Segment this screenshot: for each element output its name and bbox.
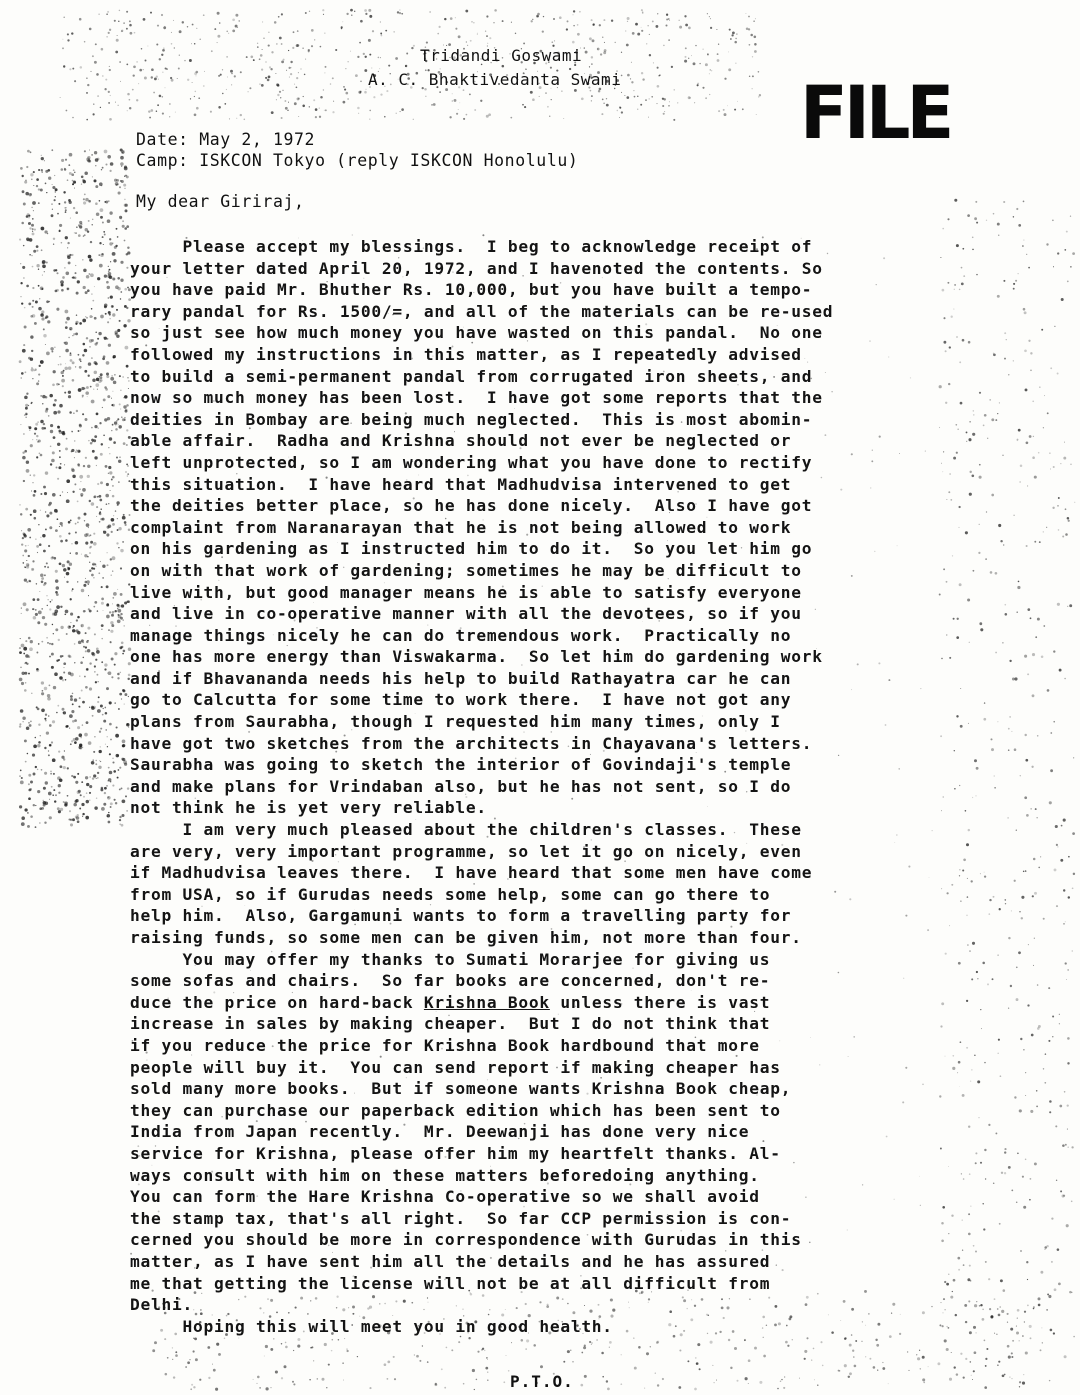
body-line-text: increase in sales by making cheaper. But I do not think that <box>130 1014 771 1034</box>
body-line <box>130 1273 975 1295</box>
body-line <box>130 1013 975 1035</box>
body-line <box>130 711 975 733</box>
krishna-book-title: Krishna Book <box>423 992 550 1012</box>
body-line-text: service for Krishna, please offer him my heartfelt thanks. Al- <box>130 1143 781 1163</box>
body-line <box>130 1078 975 1100</box>
body-line <box>130 1229 975 1251</box>
body-line-text: the stamp tax, that's all right. So far CCP permission is con- <box>130 1208 792 1228</box>
body-line <box>130 1121 975 1143</box>
body-line <box>130 884 975 906</box>
body-line <box>130 1035 975 1057</box>
body-line-text: your letter dated April 20, 1972, and I havenoted the contents. So <box>130 258 823 278</box>
body-line-tail: unless there is vast <box>549 992 771 1012</box>
body-line <box>130 258 975 280</box>
body-line <box>130 344 975 366</box>
body-line-text: rary pandal for Rs. 1500/=, and all of the materials can be re-used <box>130 301 834 321</box>
body-line <box>130 1316 975 1338</box>
body-line-text: they can purchase our paperback edition which has been sent to <box>130 1100 781 1120</box>
body-line-text: have got two sketches from the architects in Chayavana's letters. <box>130 733 813 753</box>
body-line <box>130 366 975 388</box>
body-line <box>130 1100 975 1122</box>
letterhead-name: Tridandi Goswami <box>420 46 583 65</box>
body-line-text: matter, as I have sent him all the details and he has assured <box>130 1251 771 1271</box>
body-line-text: Saurabha was going to sketch the interior of Govindaji's temple <box>130 755 792 775</box>
body-line <box>130 236 975 258</box>
salutation: My dear Giriraj, <box>136 192 305 211</box>
body-line <box>130 279 975 301</box>
body-line-text: live with, but good manager means he is able to satisfy everyone <box>130 582 802 602</box>
body-line-text: you have paid Mr. Bhuther Rs. 10,000, but you have built a tempo- <box>130 280 813 300</box>
body-line-text: manage things nicely he can do tremendous work. Practically no <box>130 625 792 645</box>
body-line <box>130 1186 975 1208</box>
body-line <box>130 474 975 496</box>
body-line <box>130 1057 975 1079</box>
body-line-text: India from Japan recently. Mr. Deewanji has done very nice <box>130 1122 750 1142</box>
body-line-text: followed my instructions in this matter, as I repeatedly advised <box>130 344 802 364</box>
body-line-text: if you reduce the price for Krishna Book hardbound that more <box>130 1035 760 1055</box>
body-line-text: able affair. Radha and Krishna should not ever be neglected or <box>130 431 792 451</box>
body-line <box>130 538 975 560</box>
body-line <box>130 841 975 863</box>
body-line-text: deities in Bombay are being much neglected. This is most abomin- <box>130 409 813 429</box>
body-line-text: Hoping this will meet you in good health. <box>130 1316 613 1336</box>
body-line <box>130 862 975 884</box>
body-line-text: some sofas and chairs. So far books are concerned, don't re- <box>130 971 771 991</box>
body-line-text: left unprotected, so I am wondering what you have done to rectify <box>130 452 813 472</box>
body-line-text: help him. Also, Gargamuni wants to form a travelling party for <box>130 906 792 926</box>
body-line-text: so just see how much money you have wasted on this pandal. No one <box>130 323 823 343</box>
letter-body <box>130 236 975 1337</box>
body-line-text: on his gardening as I instructed him to do it. So you let him go <box>130 539 813 559</box>
body-line-text: not think he is yet very reliable. <box>130 798 487 818</box>
body-line-text: and make plans for Vrindaban also, but he has not sent, so I do <box>130 776 792 796</box>
body-line-text: if Madhudvisa leaves there. I have heard that some men have come <box>130 863 813 883</box>
body-line <box>130 301 975 323</box>
body-line-text: this situation. I have heard that Madhudvisa intervened to get <box>130 474 792 494</box>
body-line-text: go to Calcutta for some time to work there. I have not got any <box>130 690 792 710</box>
body-line-text: the deities better place, so he has done nicely. Also I have got <box>130 496 813 516</box>
body-line-text: cerned you should be more in correspondence with Gurudas in this <box>130 1230 802 1250</box>
body-line-text: people will buy it. You can send report if making cheaper has <box>130 1057 781 1077</box>
body-line-text: raising funds, so some men can be given him, not more than four. <box>130 928 802 947</box>
body-line <box>130 387 975 409</box>
body-line-text: You may offer my thanks to Sumati Morarjee for giving us <box>130 949 771 969</box>
body-line <box>130 733 975 755</box>
body-line <box>130 927 975 949</box>
date-line: Date: May 2, 1972 <box>136 130 316 149</box>
body-line <box>130 409 975 431</box>
body-line-text: now so much money has been lost. I have got some reports that the <box>130 388 823 408</box>
body-line-text: I am very much pleased about the children's classes. These <box>130 820 802 840</box>
body-line-text: sold many more books. But if someone wants Krishna Book cheap, <box>130 1079 792 1099</box>
body-line <box>130 1208 975 1230</box>
body-line-text: are very, very important programme, so let it go on nicely, even <box>130 841 802 861</box>
body-line <box>130 689 975 711</box>
body-line <box>130 1251 975 1273</box>
body-line <box>130 970 975 992</box>
pto-mark: P.T.O. <box>510 1372 574 1391</box>
body-line <box>130 905 975 927</box>
body-line <box>130 776 975 798</box>
body-line <box>130 625 975 647</box>
body-line-text: Please accept my blessings. I beg to acknowledge receipt of <box>130 237 813 256</box>
body-line-text: one has more energy than Viswakarma. So let him do gardening work <box>130 647 823 667</box>
file-stamp: FILE <box>800 69 951 157</box>
body-line-text: ways consult with him on these matters beforedoing anything. <box>130 1165 760 1185</box>
body-line <box>130 582 975 604</box>
body-line <box>130 754 975 776</box>
body-line-text: Delhi. <box>130 1295 193 1315</box>
body-line <box>130 797 975 819</box>
body-line <box>130 1143 975 1165</box>
body-line <box>130 819 975 841</box>
body-line-text: from USA, so if Gurudas needs some help, some can go there to <box>130 884 771 904</box>
body-line <box>130 949 975 971</box>
body-line-text: plans from Saurabha, though I requested him many times, only I <box>130 712 781 732</box>
body-line-text: You can form the Hare Krishna Co-operative so we shall avoid <box>130 1187 760 1207</box>
camp-line: Camp: ISKCON Tokyo (reply ISKCON Honolulu) <box>136 151 579 170</box>
body-line-text: and if Bhavananda needs his help to build Rathayatra car he can <box>130 668 792 688</box>
body-line <box>130 603 975 625</box>
body-line <box>130 560 975 582</box>
body-line-text: complaint from Naranarayan that he is not being allowed to work <box>130 517 792 537</box>
body-line <box>130 430 975 452</box>
body-line-text: and live in co-operative manner with all the devotees, so if you <box>130 604 802 624</box>
body-line <box>130 1294 975 1316</box>
body-line <box>130 322 975 344</box>
body-line-text: duce the price on hard-back <box>130 992 424 1012</box>
body-line <box>130 452 975 474</box>
body-line <box>130 495 975 517</box>
body-line <box>130 646 975 668</box>
letterhead-title: A. C. Bhaktivedanta Swami <box>368 70 622 89</box>
body-line-text: on with that work of gardening; sometimes he may be difficult to <box>130 560 802 580</box>
body-line <box>130 992 975 1014</box>
body-line <box>130 1165 975 1187</box>
body-line <box>130 668 975 690</box>
body-line-text: to build a semi-permanent pandal from corrugated iron sheets, and <box>130 366 813 386</box>
body-line-text: me that getting the license will not be at all difficult from <box>130 1273 771 1293</box>
body-line <box>130 517 975 539</box>
